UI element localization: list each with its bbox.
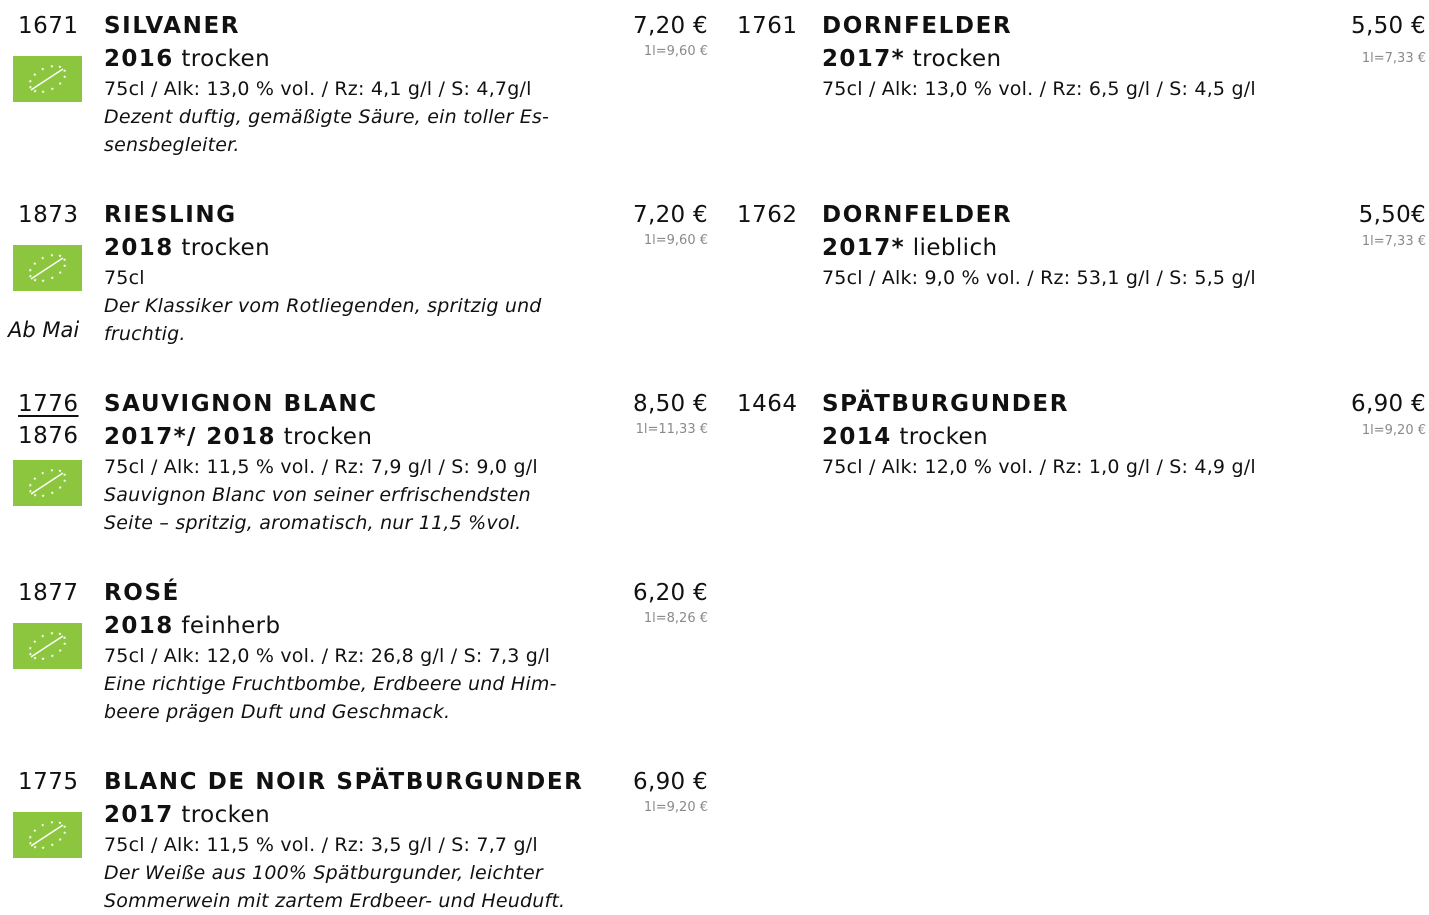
article-number: 1775 [18,769,79,795]
vintage-year: 2017*/ 2018 [104,424,276,450]
wine-name: ROSÉ [104,580,180,606]
vintage-line [104,801,270,829]
leaf-star [63,636,66,639]
wine-spec: 75cl / Alk: 9,0 % vol. / Rz: 53,1 g/l / S: 5,5 g/l [822,267,1256,289]
wine-spec: 75cl / Alk: 12,0 % vol. / Rz: 26,8 g/l / S: 7,3 g/l [104,645,551,667]
leaf-star [63,69,66,72]
leaf-star [41,471,44,474]
wine-style: trocken [181,235,271,261]
wine-description [104,481,531,537]
leaf-star [29,647,32,650]
leaf-star [58,821,61,824]
wine-name: SAUVIGNON BLANC [104,391,378,417]
vintage-year: 2014 [822,424,892,450]
leaf-star [41,90,44,93]
wine-style: trocken [899,424,989,450]
price-per-liter: 1l=9,20 € [643,800,708,815]
vintage-year: 2017* [822,235,906,261]
description-line: Sommerwein mit zartem Erdbeer- und Heuduft. [104,890,566,912]
price: 6,20 € [633,580,708,606]
vintage-line [104,234,270,262]
description-line: Dezent duftig, gemäßigte Säure, ein toller Es- [104,106,550,128]
leaf-stem [31,69,63,90]
leaf-star [29,490,32,493]
vintage-line [104,423,372,451]
leaf-stem [31,473,63,494]
wine-spec: 75cl [104,267,145,289]
leaf-star [58,632,61,635]
wine-spec: 75cl / Alk: 11,5 % vol. / Rz: 3,5 g/l / S: 7,7 g/l [104,834,538,856]
leaf-star [58,469,61,472]
vintage-year: 2016 [104,46,174,72]
article-number: 1761 [737,13,798,39]
leaf-star [50,254,53,257]
leaf-star [41,494,44,497]
leaf-star [33,262,36,265]
leaf-star [41,634,44,637]
leaf-graphic [13,623,82,669]
leaf-star [33,493,36,496]
eu-organic-leaf-icon [13,812,82,858]
leaf-star [59,649,62,652]
article-number: 1776 [18,391,79,417]
description-line: fruchtig. [104,323,186,345]
description-line: beere prägen Duft und Geschmack. [104,701,451,723]
availability-note: Ab Mai [8,318,80,342]
leaf-star [59,271,62,274]
vintage-year: 2018 [104,613,174,639]
leaf-star [29,842,32,845]
wine-style: trocken [181,46,271,72]
article-number: 1464 [737,391,798,417]
wine-spec: 75cl / Alk: 11,5 % vol. / Rz: 7,9 g/l / S: 9,0 g/l [104,456,538,478]
description-line: Eine richtige Fruchtbombe, Erdbeere und Him- [104,673,557,695]
price-per-liter: 1l=7,33 € [1361,234,1426,249]
wine-name: SILVANER [104,13,241,39]
price-per-liter: 1l=9,60 € [643,233,708,248]
eu-organic-leaf-icon [13,245,82,291]
wine-description [104,292,542,348]
leaf-star [33,73,36,76]
description-line: sensbegleiter. [104,134,240,156]
leaf-star [63,642,66,645]
wine-description [104,670,557,726]
leaf-star [33,89,36,92]
leaf-star [58,65,61,68]
description-line: Seite – spritzig, aromatisch, nur 11,5 %vol. [104,512,522,534]
leaf-star [51,87,54,90]
leaf-star [29,80,32,83]
leaf-star [59,82,62,85]
leaf-star [59,486,62,489]
price-per-liter: 1l=7,33 € [1361,51,1426,66]
wine-name: RIESLING [104,202,237,228]
wine-style: feinherb [181,613,281,639]
vintage-year: 2018 [104,235,174,261]
leaf-star [33,656,36,659]
wine-style: trocken [283,424,373,450]
leaf-star [41,67,44,70]
leaf-star [59,838,62,841]
leaf-star [63,825,66,828]
vintage-line [104,45,270,73]
description-line: Der Weiße aus 100% Spätburgunder, leichter [104,862,543,884]
wine-spec: 75cl / Alk: 12,0 % vol. / Rz: 1,0 g/l / S: 4,9 g/l [822,456,1256,478]
price: 6,90 € [1351,391,1426,417]
eu-organic-leaf-icon [13,623,82,669]
wine-spec: 75cl / Alk: 13,0 % vol. / Rz: 6,5 g/l / S: 4,5 g/l [822,78,1256,100]
wine-name: SPÄTBURGUNDER [822,391,1070,417]
article-number: 1873 [18,202,79,228]
price: 5,50€ [1358,202,1426,228]
leaf-star [63,831,66,834]
vintage-line [822,423,988,451]
leaf-stem [31,636,63,657]
article-number: 1877 [18,580,79,606]
wine-style: trocken [181,802,271,828]
leaf-star [50,632,53,635]
wine-style: lieblich [912,235,998,261]
leaf-star [63,75,66,78]
wine-style: trocken [912,46,1002,72]
price-per-liter: 1l=11,33 € [635,422,708,437]
leaf-star [41,846,44,849]
leaf-graphic [13,245,82,291]
leaf-stem [31,825,63,846]
leaf-star [29,484,32,487]
leaf-stem [31,258,63,279]
leaf-star [33,829,36,832]
leaf-star [41,279,44,282]
leaf-star [33,477,36,480]
article-number: 1762 [737,202,798,228]
leaf-star [63,473,66,476]
leaf-star [58,254,61,257]
leaf-star [63,479,66,482]
price: 5,50 € [1351,13,1426,39]
price: 8,50 € [633,391,708,417]
wine-spec: 75cl / Alk: 13,0 % vol. / Rz: 4,1 g/l / S: 4,7g/l [104,78,532,100]
article-number: 1671 [18,13,79,39]
leaf-star [63,258,66,261]
leaf-star [33,640,36,643]
leaf-star [29,653,32,656]
eu-organic-leaf-icon [13,460,82,506]
price-per-liter: 1l=8,26 € [643,611,708,626]
leaf-star [41,657,44,660]
leaf-star [29,269,32,272]
leaf-star [50,821,53,824]
leaf-star [41,256,44,259]
vintage-line [822,234,998,262]
wine-description [104,103,549,159]
leaf-star [51,276,54,279]
wine-name: BLANC DE NOIR SPÄTBURGUNDER [104,769,584,795]
vintage-year: 2017 [104,802,174,828]
leaf-star [33,845,36,848]
leaf-star [29,86,32,89]
leaf-star [50,469,53,472]
leaf-star [33,278,36,281]
price: 6,90 € [633,769,708,795]
price: 7,20 € [633,202,708,228]
price-per-liter: 1l=9,60 € [643,44,708,59]
vintage-year: 2017* [822,46,906,72]
leaf-star [51,491,54,494]
leaf-star [51,654,54,657]
leaf-star [51,843,54,846]
description-line: Der Klassiker vom Rotliegenden, spritzig und [104,295,542,317]
leaf-star [29,836,32,839]
leaf-graphic [13,460,82,506]
vintage-line [822,45,1001,73]
leaf-star [50,65,53,68]
leaf-graphic [13,812,82,858]
description-line: Sauvignon Blanc von seiner erfrischendsten [104,484,531,506]
wine-name: DORNFELDER [822,202,1013,228]
price: 7,20 € [633,13,708,39]
price-per-liter: 1l=9,20 € [1361,423,1426,438]
wine-name: DORNFELDER [822,13,1013,39]
leaf-star [63,264,66,267]
article-number: 1876 [18,423,79,449]
vintage-line [104,612,281,640]
leaf-star [41,823,44,826]
eu-organic-leaf-icon [13,56,82,102]
leaf-graphic [13,56,82,102]
leaf-star [29,275,32,278]
wine-description [104,859,565,915]
